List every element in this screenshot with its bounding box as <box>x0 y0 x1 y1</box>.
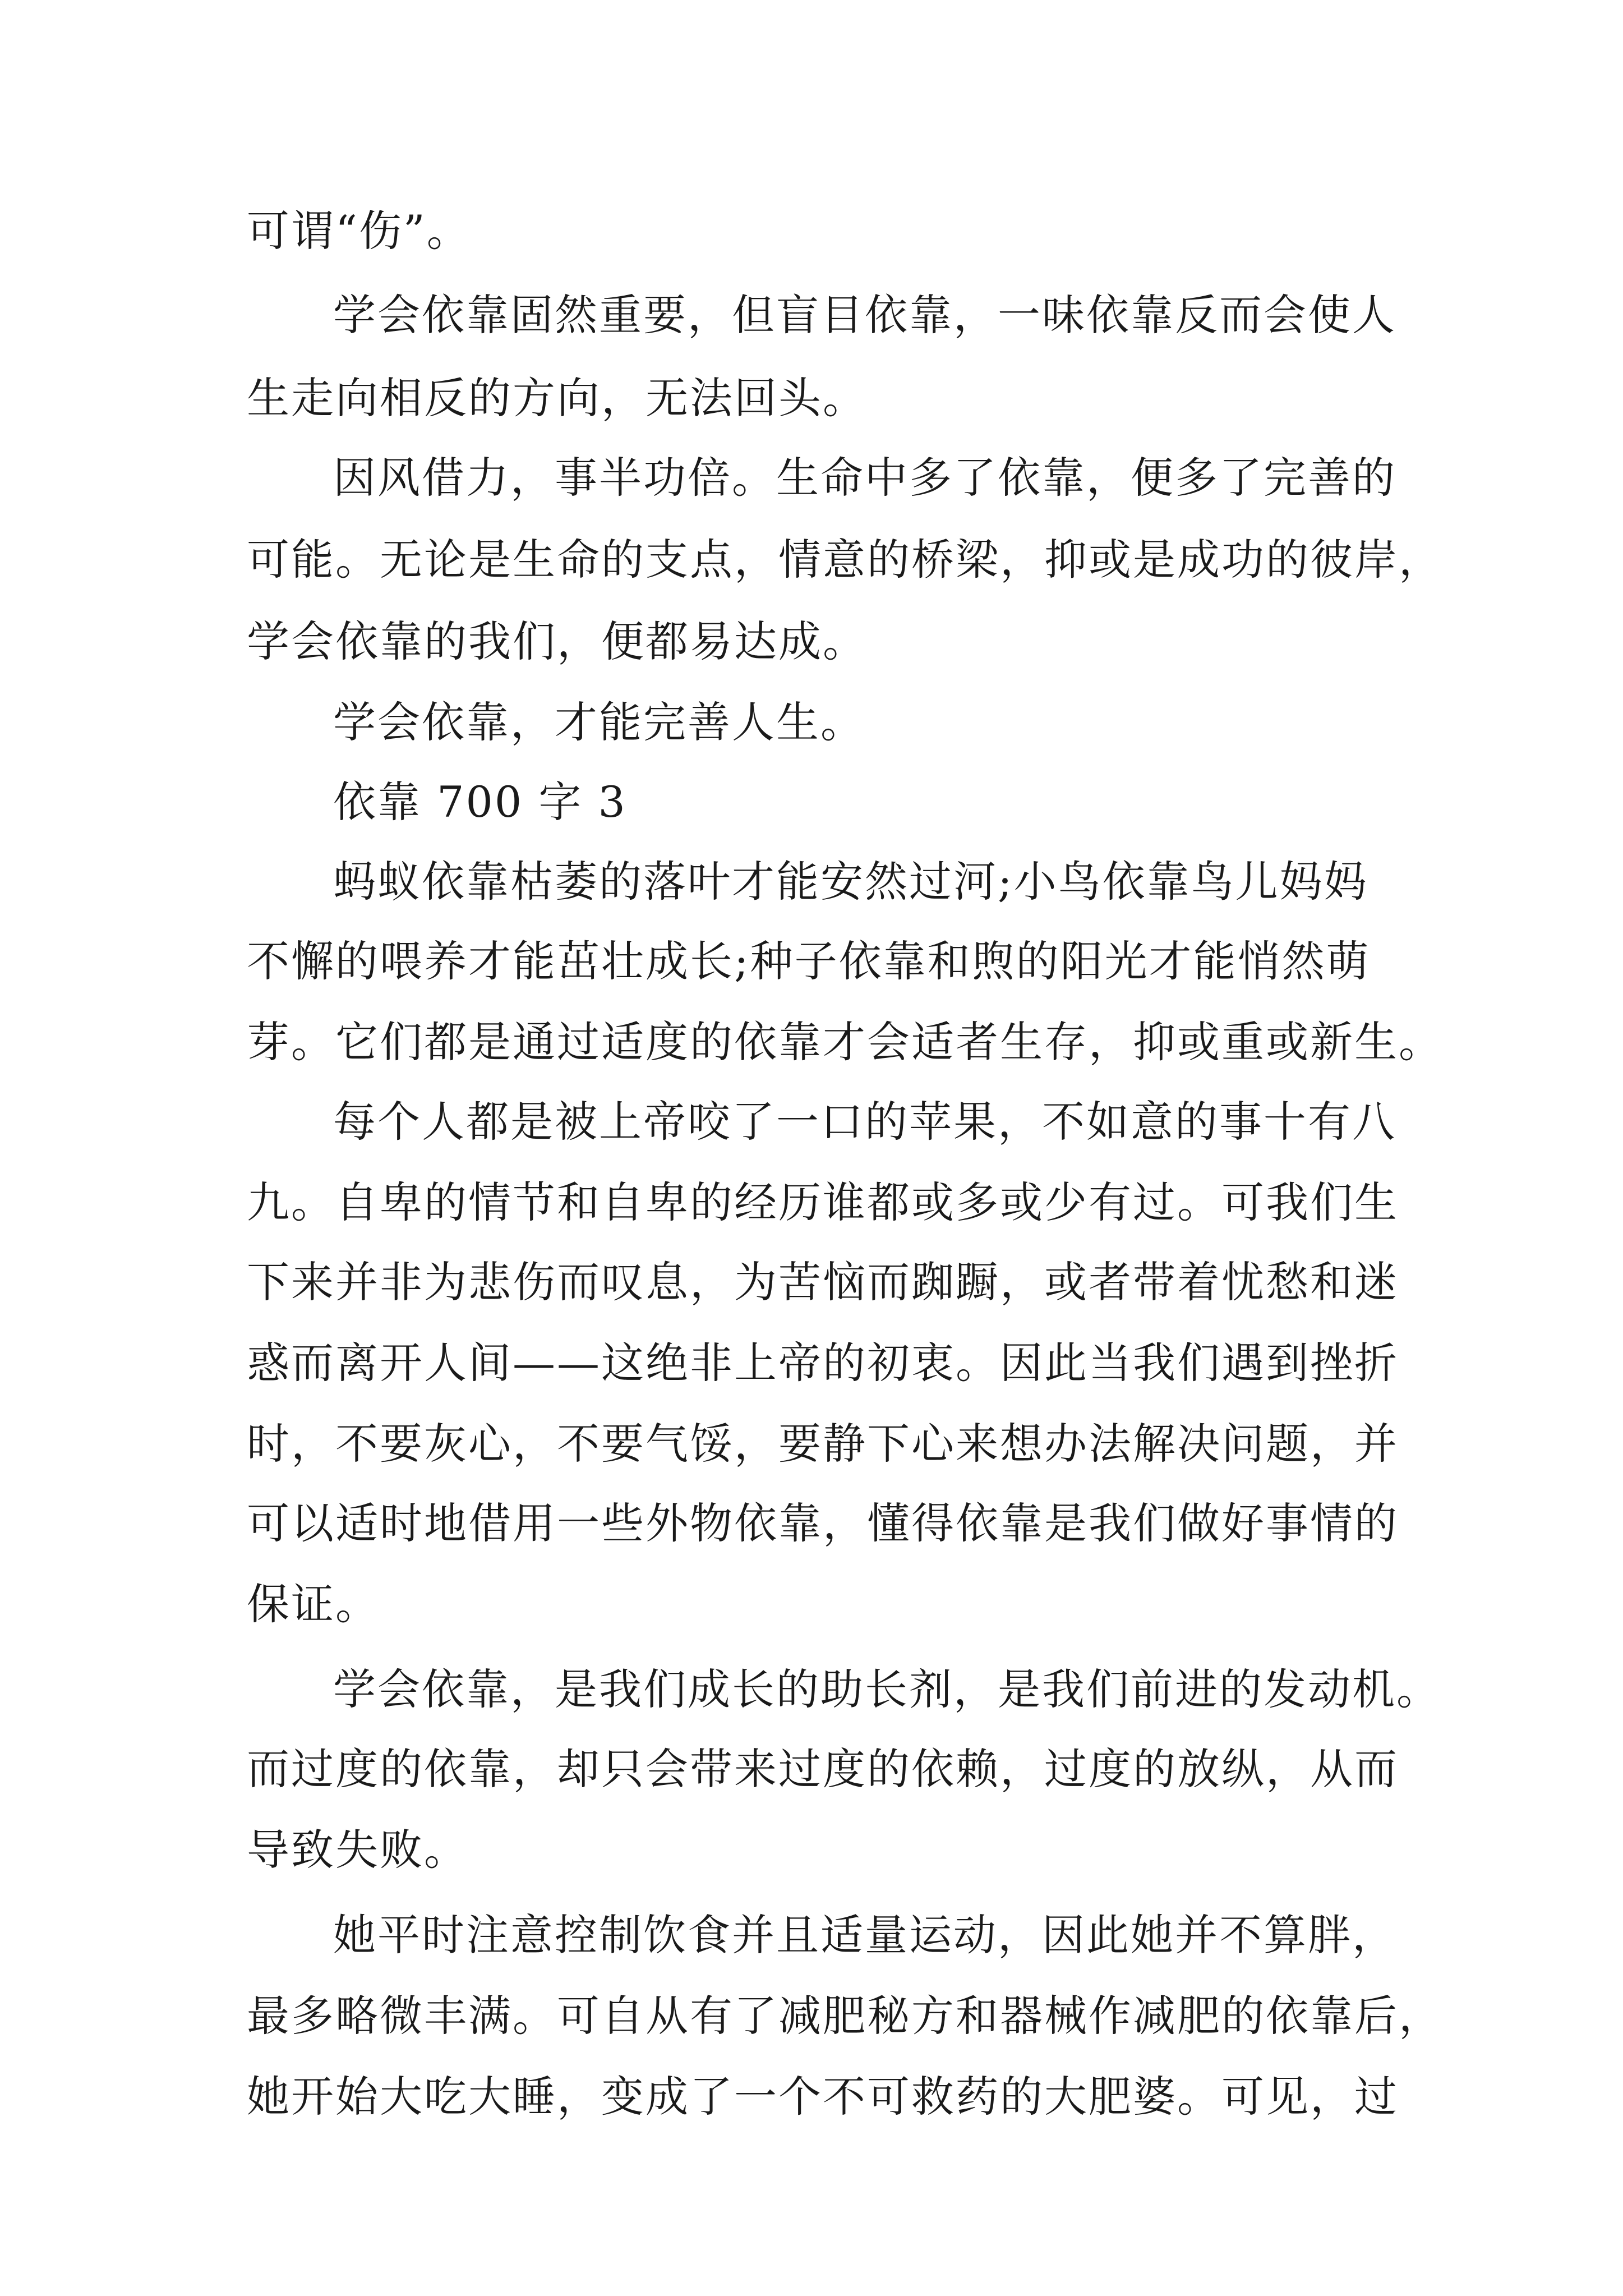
text-line: 九。自卑的情节和自卑的经历谁都或多或少有过。可我们生 <box>247 1177 1399 1227</box>
text-line: 芽。它们都是通过适度的依靠才会适者生存，抑或重或新生。 <box>247 1017 1443 1067</box>
text-line: 导致失败。 <box>247 1825 468 1875</box>
text-line: 学会依靠，是我们成长的助长剂，是我们前进的发动机。 <box>333 1664 1441 1714</box>
section-heading: 依靠 700 字 3 <box>333 777 627 827</box>
text-line: 学会依靠的我们，便都易达成。 <box>247 616 867 666</box>
text-line: 可能。无论是生命的支点，情意的桥梁，抑或是成功的彼岸， <box>247 535 1443 585</box>
text-line: 时，不要灰心，不要气馁，要静下心来想办法解决问题，并 <box>247 1419 1399 1469</box>
text-line: 可以适时地借用一些外物依靠，懂得依靠是我们做好事情的 <box>247 1498 1399 1548</box>
text-line: 保证。 <box>247 1579 380 1629</box>
text-line: 因风借力，事半功倍。生命中多了依靠，便多了完善的 <box>333 453 1396 503</box>
text-line: 而过度的依靠，却只会带来过度的依赖，过度的放纵，从而 <box>247 1744 1399 1794</box>
text-line: 下来并非为悲伤而叹息，为苦恼而踟蹰，或者带着忧愁和迷 <box>247 1257 1399 1307</box>
text-line: 可谓“伤”。 <box>247 206 471 256</box>
text-line: 惑而离开人间——这绝非上帝的初衷。因此当我们遇到挫折 <box>247 1338 1399 1388</box>
text-line: 蚂蚁依靠枯萎的落叶才能安然过河;小鸟依靠鸟儿妈妈 <box>333 857 1368 907</box>
text-line: 最多略微丰满。可自从有了减肥秘方和器械作减肥的依靠后， <box>247 1991 1443 2041</box>
text-line: 不懈的喂养才能茁壮成长;种子依靠和煦的阳光才能悄然萌 <box>247 936 1371 986</box>
text-line: 她开始大吃大睡，变成了一个不可救药的大肥婆。可见，过 <box>247 2072 1399 2122</box>
text-line: 生走向相反的方向，无法回头。 <box>247 373 867 423</box>
text-line: 每个人都是被上帝咬了一口的苹果，不如意的事十有八 <box>333 1097 1396 1147</box>
text-line: 她平时注意控制饮食并且适量运动，因此她并不算胖， <box>333 1910 1396 1960</box>
text-line: 学会依靠固然重要，但盲目依靠，一味依靠反而会使人 <box>333 290 1396 340</box>
text-line: 学会依靠，才能完善人生。 <box>333 697 865 747</box>
